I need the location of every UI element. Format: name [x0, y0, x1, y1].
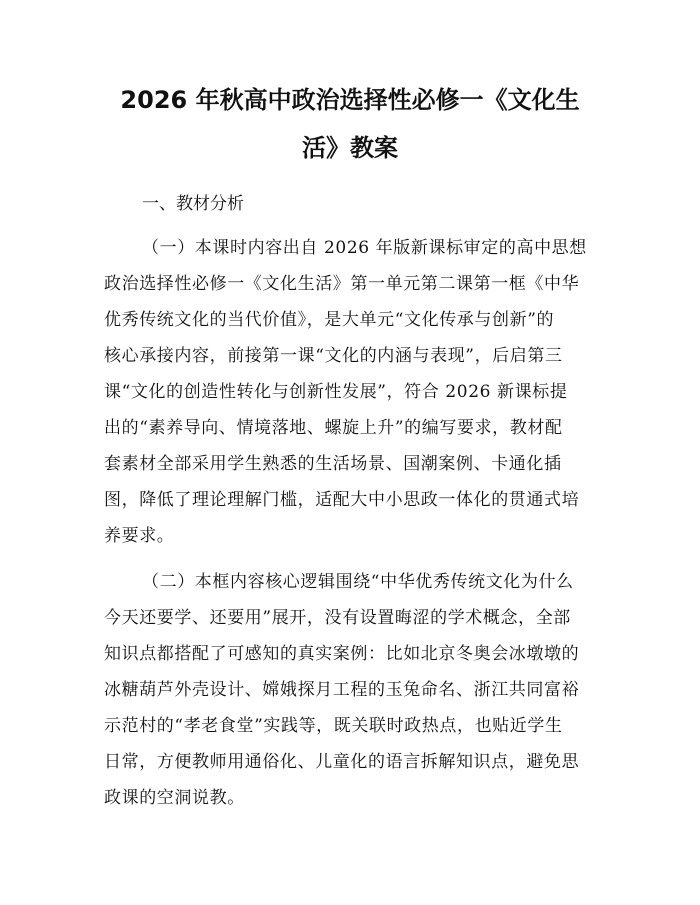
document-title-line-2: 活》教案	[302, 134, 398, 162]
paragraph-2-line: 知识点都搭配了可感知的真实案例：比如北京冬奥会冰墩墩的	[104, 644, 580, 664]
paragraph-1-line: 套素材全部采用学生熟悉的生活场景、国潮案例、卡通化插	[104, 454, 562, 474]
paragraph-2-line: 示范村的“孝老食堂”实践等，既关联时政热点，也贴近学生	[104, 716, 563, 736]
paragraph-1-line: 出的“素养导向、情境落地、螺旋上升”的编写要求，教材配	[104, 418, 563, 438]
section-heading-textbook-analysis: 一、教材分析	[142, 194, 244, 214]
paragraph-2-line: 日常，方便教师用通俗化、儿童化的语言拆解知识点，避免思	[104, 752, 580, 772]
paragraph-1-line: 养要求。	[104, 526, 175, 546]
paragraph-1-line: 核心承接内容，前接第一课“文化的内涵与表现”，后启第三	[104, 346, 563, 366]
paragraph-1-line: 课“文化的创造性转化与创新性发展”，符合 2026 新课标提	[104, 382, 568, 402]
paragraph-2-line: （二）本框内容核心逻辑围绕“中华优秀传统文化为什么	[142, 572, 574, 592]
paragraph-1-line: 政治选择性必修一《文化生活》第一单元第二课第一框《中华	[104, 274, 580, 294]
paragraph-1-line: 图，降低了理论理解门槛，适配大中小思政一体化的贯通式培	[104, 490, 580, 510]
paragraph-2-line: 政课的空洞说教。	[104, 788, 245, 808]
paragraph-2-line: 冰糖葫芦外壳设计、嫦娥探月工程的玉兔命名、浙江共同富裕	[104, 680, 580, 700]
paragraph-2-line: 今天还要学、还要用”展开，没有设置晦涩的学术概念，全部	[104, 608, 571, 628]
paragraph-1-line: 优秀传统文化的当代价值》，是大单元“文化传承与创新”的	[104, 310, 555, 330]
document-title-line-1: 2026 年秋高中政治选择性必修一《文化生	[120, 86, 580, 114]
paragraph-1-line: （一）本课时内容出自 2026 年版新课标审定的高中思想	[142, 238, 587, 258]
